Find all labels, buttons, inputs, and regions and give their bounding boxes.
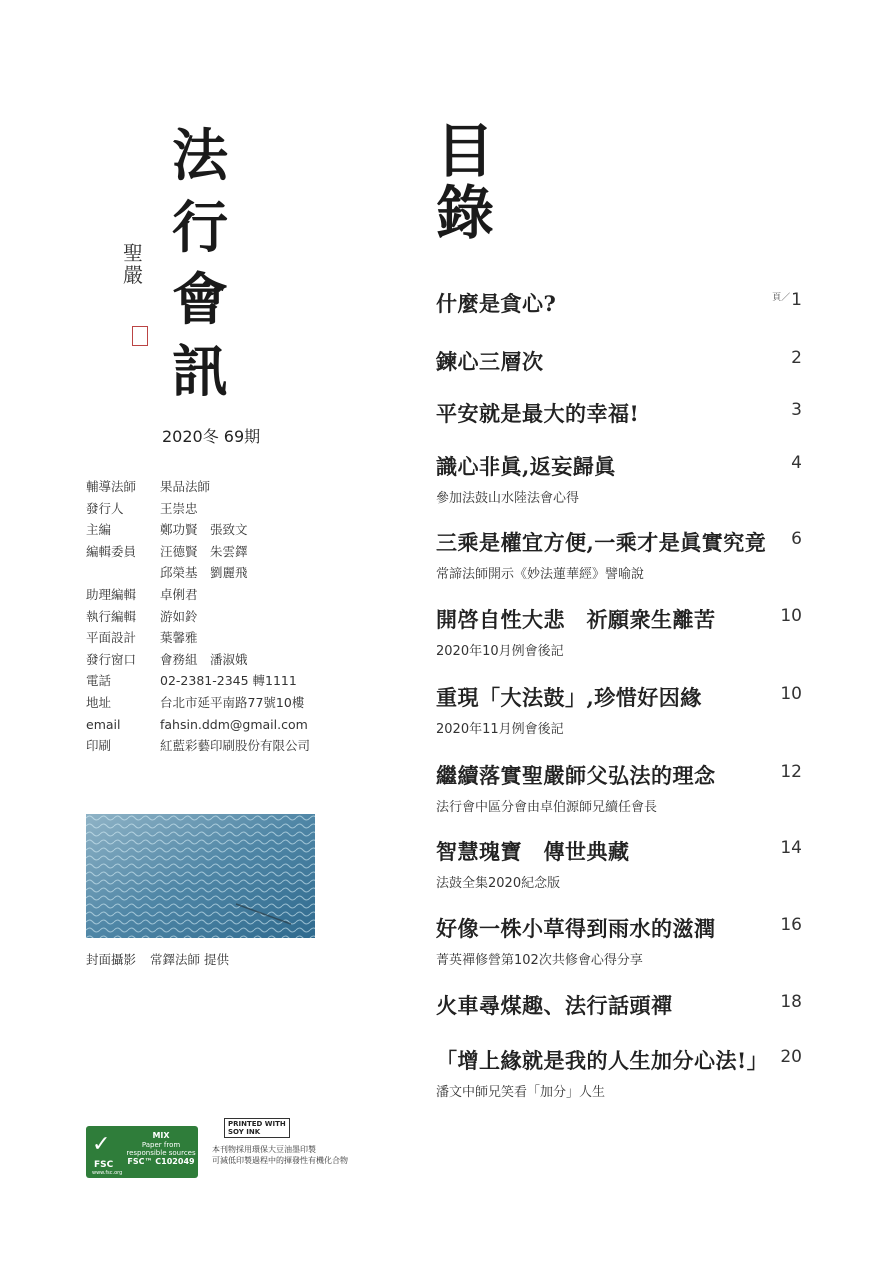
credit-label: 電話: [86, 673, 112, 689]
cover-photo: [86, 814, 315, 938]
toc-page-value: 2: [791, 348, 802, 368]
toc-entry-title: 三乘是權宜方便,一乘才是眞實究竟: [436, 530, 767, 555]
credit-label: 平面設計: [86, 630, 137, 646]
toc-entry-subtitle: 2020年11月例會後記: [436, 722, 564, 737]
signature-char: 聖: [123, 241, 143, 265]
toc-page-number: [780, 606, 802, 626]
fsc-line1: Paper from: [141, 1140, 181, 1149]
page-prefix: 頁／: [772, 293, 791, 303]
toc-page-value: 14: [780, 838, 802, 858]
toc-entry[interactable]: [436, 527, 806, 582]
toc-entry-title: 智慧瑰寶 傳世典藏: [436, 839, 630, 864]
toc-entry-subtitle: 菁英禪修營第102次共修會心得分享: [436, 953, 643, 968]
photo-credit: [86, 950, 229, 968]
seal-stamp: [132, 326, 148, 346]
fsc-line2: responsible sources: [126, 1149, 196, 1157]
soy-ink-logo: [212, 1118, 362, 1166]
soy-note-line1: 本刊物採用環保大豆油墨印製: [212, 1145, 316, 1154]
toc-page-number: [791, 453, 802, 473]
credit-row: [86, 541, 310, 563]
credit-row: [86, 735, 310, 757]
masthead-title: [160, 120, 240, 408]
masthead-char: 會: [172, 267, 228, 333]
credit-value: 紅藍彩藝印刷股份有限公司: [160, 738, 311, 754]
toc-entry[interactable]: [436, 604, 806, 659]
toc-entry[interactable]: [436, 913, 806, 968]
toc-page-number: [780, 762, 802, 782]
toc-entry[interactable]: [436, 990, 806, 1020]
toc-entry-subtitle: 常諦法師開示《妙法蓮華經》譬喻說: [436, 567, 645, 582]
toc-entry[interactable]: [436, 760, 806, 815]
credit-row: [86, 649, 310, 671]
toc-page-value: 16: [780, 915, 802, 935]
toc-entry-subtitle: 2020年10月例會後記: [436, 644, 564, 659]
fsc-mark: FSC: [94, 1160, 114, 1170]
toc-page-number: [780, 838, 802, 858]
soy-badge-line1: PRINTED WITH: [228, 1120, 286, 1128]
toc-entry[interactable]: [436, 398, 806, 428]
toc-entry-subtitle: 法鼓全集2020紀念版: [436, 876, 561, 891]
credit-value: 王崇忠: [160, 500, 198, 516]
toc-page-number: [780, 992, 802, 1012]
toc-entry-title: 「增上緣就是我的人生加分心法!」: [436, 1048, 769, 1073]
masthead-char: 法: [172, 123, 228, 189]
toc-title: [436, 117, 495, 247]
tree-icon: ✓: [92, 1132, 111, 1157]
credit-label: 編輯委員: [86, 543, 137, 559]
signature-char: 嚴: [123, 263, 143, 287]
credit-value: 汪德賢 朱雲鐸: [160, 543, 248, 559]
photo-credit-label: 封面攝影: [86, 952, 137, 967]
toc-entry-title: 鍊心三層次: [436, 349, 544, 374]
fsc-mix: MIX: [152, 1131, 170, 1140]
toc-page-value: 6: [791, 529, 802, 549]
toc-page-number: [772, 290, 802, 310]
toc-title-char: 錄: [436, 179, 495, 247]
credit-value: 台北市延平南路77號10樓: [160, 694, 305, 710]
toc-entry-title: 重現「大法鼓」,珍惜好因緣: [436, 685, 702, 710]
credit-value: 葉馨雅: [160, 630, 198, 646]
toc-entry[interactable]: [436, 1045, 806, 1100]
credit-row: [86, 584, 310, 606]
credit-value: 鄭功賢 張致文: [160, 522, 248, 538]
toc-page-value: 12: [780, 762, 802, 782]
credit-value: 02-2381-2345 轉1111: [160, 673, 297, 689]
credit-row: [86, 519, 310, 541]
credit-row: [86, 562, 310, 584]
credit-label: 主編: [86, 522, 112, 538]
credit-value: 邱榮基 劉麗飛: [160, 565, 248, 581]
issue-label: 2020冬 69期: [162, 427, 261, 446]
credit-row: [86, 692, 310, 714]
credit-value: 游如鈴: [160, 608, 198, 624]
credit-label: 印刷: [86, 738, 112, 754]
toc-entry-subtitle: 參加法鼓山水陸法會心得: [436, 491, 580, 506]
credit-row: [86, 714, 310, 736]
fsc-url: www.fsc.org: [92, 1170, 123, 1176]
toc-entry-title: 好像一株小草得到雨水的滋潤: [436, 916, 716, 941]
toc-page-number: [780, 1047, 802, 1067]
toc-entry-title: 平安就是最大的幸福!: [436, 401, 640, 426]
credit-value: 卓俐君: [160, 586, 198, 602]
toc-page-value: 10: [780, 684, 802, 704]
toc-page-value: 4: [791, 453, 802, 473]
credit-label: 地址: [86, 694, 112, 710]
credit-label: 輔導法師: [86, 479, 137, 494]
credit-label: email: [86, 716, 121, 732]
toc-page-value: 3: [791, 400, 802, 420]
toc-entry[interactable]: [436, 836, 806, 891]
credit-value: fahsin.ddm@gmail.com: [160, 716, 308, 732]
water-image: [86, 814, 315, 938]
credit-label: [86, 562, 160, 584]
soy-note-line2: 可減低印製過程中的揮發性有機化合物: [212, 1156, 348, 1165]
toc-entry[interactable]: [436, 288, 806, 318]
credit-row: [86, 606, 310, 628]
photo-credit-value: 常鐸法師 提供: [150, 952, 229, 967]
toc-entry[interactable]: [436, 682, 806, 737]
toc-page-number: [791, 529, 802, 549]
soy-badge-line2: SOY INK: [228, 1128, 261, 1136]
soy-badge: [224, 1118, 290, 1138]
toc-page-number: [791, 348, 802, 368]
credits-list: [86, 476, 310, 757]
credit-value: 果品法師: [160, 479, 211, 494]
toc-page-number: [791, 400, 802, 420]
toc-entry-title: 繼續落實聖嚴師父弘法的理念: [436, 763, 716, 788]
fsc-logo: [86, 1126, 198, 1178]
credit-row: [86, 476, 310, 498]
credit-row: [86, 627, 310, 649]
toc-entry-subtitle: 潘文中師兄笑看「加分」人生: [436, 1085, 606, 1100]
toc-page-value: 20: [780, 1047, 802, 1067]
toc-page-number: [780, 684, 802, 704]
toc-page-number: [780, 915, 802, 935]
toc-title-char: 目: [436, 117, 495, 185]
credit-label: 發行人: [86, 500, 124, 516]
credit-row: [86, 670, 310, 692]
masthead-char: 行: [172, 195, 228, 261]
toc-entry[interactable]: [436, 451, 806, 506]
signature: [118, 242, 148, 286]
masthead-char: 訊: [172, 339, 228, 405]
toc-page-value: 10: [780, 606, 802, 626]
toc-page-value: 1: [791, 290, 802, 310]
toc-entry-subtitle: 法行會中區分會由卓伯源師兄續任會長: [436, 800, 658, 815]
credit-label: 發行窗口: [86, 651, 137, 667]
toc-entry-title: 火車尋煤趣、法行話頭禪: [436, 993, 673, 1018]
toc-entry[interactable]: [436, 346, 806, 376]
credit-label: 執行編輯: [86, 608, 137, 624]
fsc-code: FSC™ C102049: [127, 1156, 195, 1166]
toc-entry-title: 識心非眞,返妄歸眞: [436, 454, 616, 479]
credit-label: 助理編輯: [86, 586, 137, 602]
toc-page-value: 18: [780, 992, 802, 1012]
toc-entry-title: 什麼是貪心?: [436, 291, 557, 316]
credit-value: 會務組 潘淑娥: [160, 651, 248, 667]
credit-row: [86, 498, 310, 520]
toc-entry-title: 開啓自性大悲 祈願衆生離苦: [436, 607, 716, 632]
